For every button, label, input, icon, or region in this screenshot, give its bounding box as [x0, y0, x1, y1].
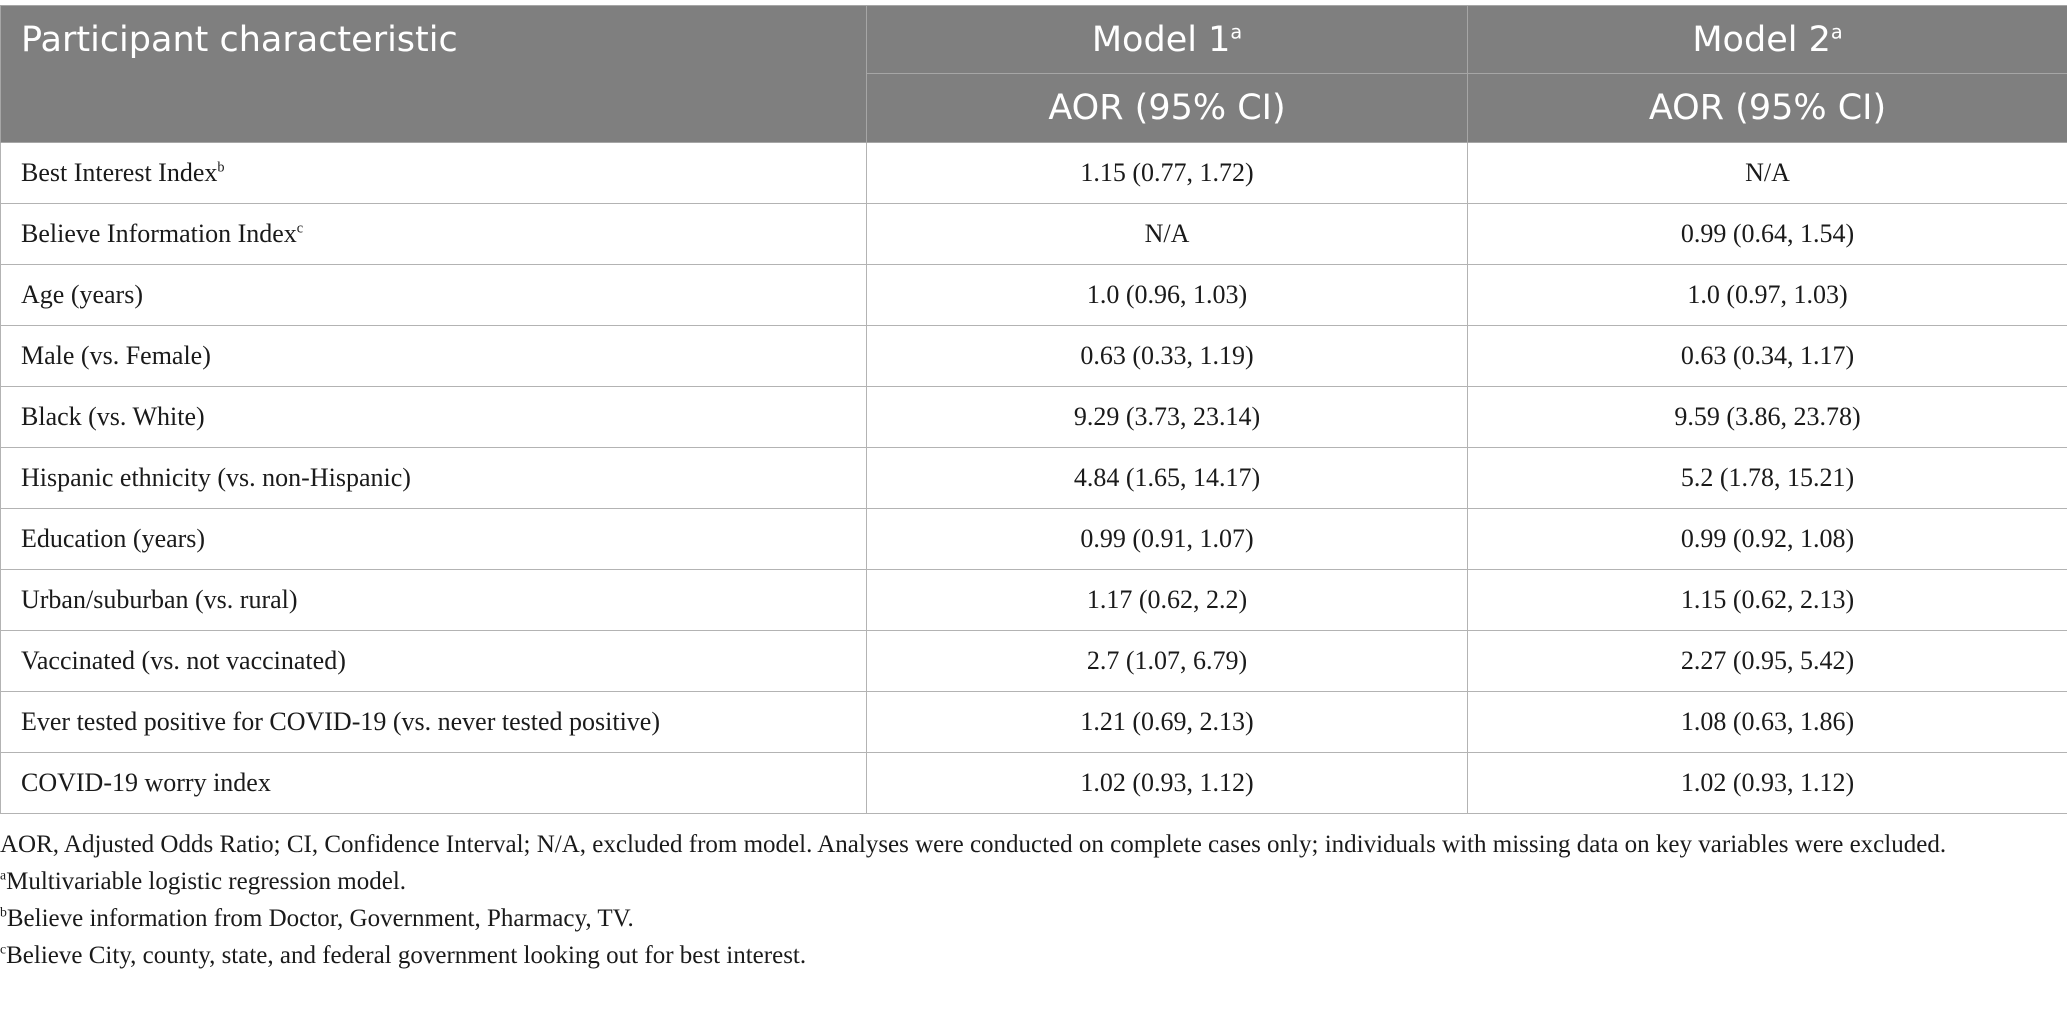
row-label: Vaccinated (vs. not vaccinated) [1, 631, 867, 692]
model-2-value: 1.15 (0.62, 2.13) [1468, 570, 2067, 631]
model-1-value: 0.99 (0.91, 1.07) [867, 509, 1468, 570]
model-1-value: 1.17 (0.62, 2.2) [867, 570, 1468, 631]
header-model-2-text: Model 2 [1692, 19, 1831, 60]
row-label: COVID-19 worry index [1, 753, 867, 814]
model-1-value: 2.7 (1.07, 6.79) [867, 631, 1468, 692]
header-model-1-aor: AOR (95% CI) [867, 74, 1468, 143]
row-label-text: Believe Information Index [21, 219, 297, 248]
header-model-1-footnote-mark: a [1230, 19, 1243, 43]
row-label: Ever tested positive for COVID-19 (vs. never tested positive) [1, 692, 867, 753]
footnote-c-text: Believe City, county, state, and federal government looking out for best interest. [6, 942, 807, 969]
table-row [1, 204, 2067, 265]
header-model-2-aor: AOR (95% CI) [1468, 74, 2067, 143]
table-body [1, 143, 2067, 814]
model-2-value: 1.08 (0.63, 1.86) [1468, 692, 2067, 753]
header-model-2 [1468, 6, 2067, 74]
header-model-1 [867, 6, 1468, 74]
row-label: Age (years) [1, 265, 867, 326]
table-row [1, 265, 2067, 326]
results-table-container [0, 5, 2067, 814]
table-header [1, 6, 2067, 143]
header-model-1-text: Model 1 [1091, 19, 1231, 60]
footnote-c [0, 937, 2040, 974]
footnote-abbreviations: AOR, Adjusted Odds Ratio; CI, Confidence Interval; N/A, excluded from model. Analyses were conducted on complete cases only; individuals with missing data on key variables were excluded. [0, 831, 1947, 858]
footnote-a [0, 863, 2040, 900]
model-1-value: 4.84 (1.65, 14.17) [867, 448, 1468, 509]
footnote-c-mark: c [0, 941, 7, 957]
table-row [1, 631, 2067, 692]
model-2-value: 0.99 (0.92, 1.08) [1468, 509, 2067, 570]
table-row [1, 570, 2067, 631]
table-row [1, 387, 2067, 448]
model-1-value: 1.0 (0.96, 1.03) [867, 265, 1468, 326]
row-label [1, 204, 867, 265]
row-label: Black (vs. White) [1, 387, 867, 448]
row-label-text: Best Interest Index [21, 158, 218, 187]
row-label: Hispanic ethnicity (vs. non-Hispanic) [1, 448, 867, 509]
footnote-b-mark: b [0, 904, 7, 920]
table-row [1, 326, 2067, 387]
table-row [1, 143, 2067, 204]
model-2-value: 0.99 (0.64, 1.54) [1468, 204, 2067, 265]
results-table [0, 5, 2067, 814]
row-label [1, 143, 867, 204]
row-label: Education (years) [1, 509, 867, 570]
table-row [1, 448, 2067, 509]
model-1-value: N/A [867, 204, 1468, 265]
table-row [1, 692, 2067, 753]
footnote-b [0, 900, 2040, 937]
footnote-a-text: Multivariable logistic regression model. [6, 868, 407, 895]
row-label: Urban/suburban (vs. rural) [1, 570, 867, 631]
table-footnotes [0, 826, 2040, 974]
model-2-value: 1.0 (0.97, 1.03) [1468, 265, 2067, 326]
model-1-value: 9.29 (3.73, 23.14) [867, 387, 1468, 448]
model-1-value: 1.02 (0.93, 1.12) [867, 753, 1468, 814]
table-row [1, 753, 2067, 814]
header-characteristic-text: Participant characteristic [21, 20, 458, 60]
footnote-b-text: Believe information from Doctor, Government, Pharmacy, TV. [6, 905, 634, 932]
row-footnote-mark: b [217, 159, 225, 176]
header-model-2-footnote-mark: a [1830, 19, 1843, 43]
model-2-value: 1.02 (0.93, 1.12) [1468, 753, 2067, 814]
model-2-value: 2.27 (0.95, 5.42) [1468, 631, 2067, 692]
row-footnote-mark: c [296, 220, 304, 237]
model-2-value: 0.63 (0.34, 1.17) [1468, 326, 2067, 387]
model-2-value: N/A [1468, 143, 2067, 204]
model-2-value: 9.59 (3.86, 23.78) [1468, 387, 2067, 448]
model-1-value: 1.21 (0.69, 2.13) [867, 692, 1468, 753]
row-label: Male (vs. Female) [1, 326, 867, 387]
model-1-value: 1.15 (0.77, 1.72) [867, 143, 1468, 204]
model-1-value: 0.63 (0.33, 1.19) [867, 326, 1468, 387]
model-2-value: 5.2 (1.78, 15.21) [1468, 448, 2067, 509]
table-row [1, 509, 2067, 570]
header-participant-characteristic [1, 6, 867, 143]
footnote-a-mark: a [0, 867, 7, 883]
